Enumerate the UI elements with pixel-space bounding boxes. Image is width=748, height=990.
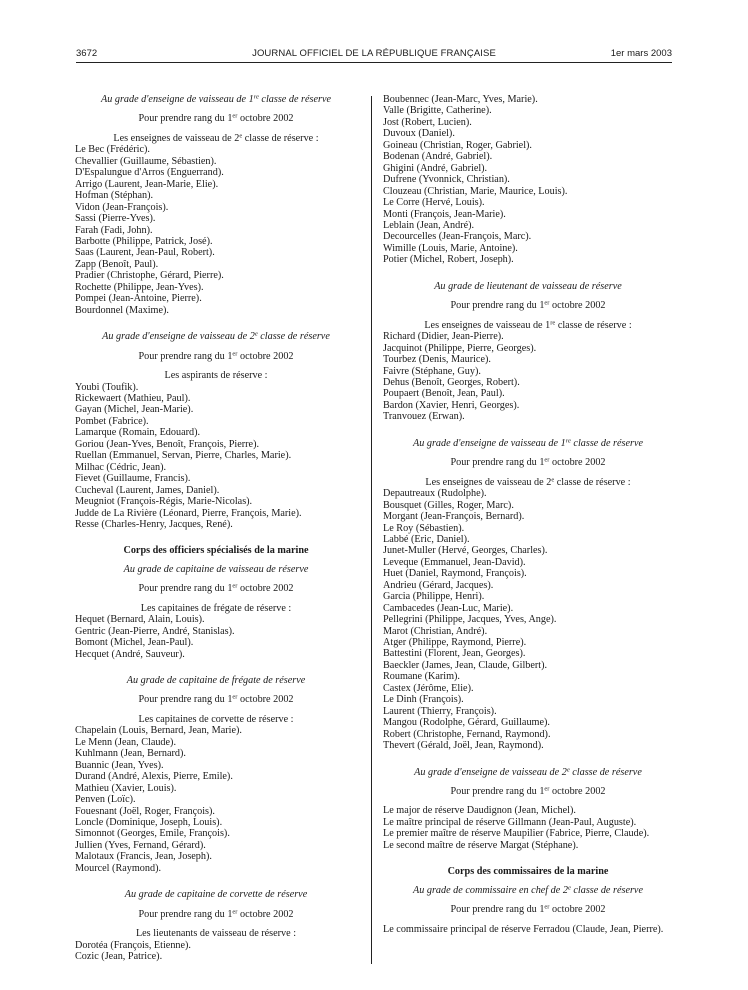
name-entry: Bodenan (André, Gabriel). [383,151,493,163]
name-entry: Le Corre (Hervé, Louis). [383,197,485,209]
name-entry: Arrigo (Laurent, Jean-Marie, Elie). [75,178,219,190]
name-entry: Leveque (Emmanuel, Jean-David). [383,556,526,568]
name-entry: Penven (Loïc). [75,794,136,806]
name-entry: Bomont (Michel, Jean-Paul). [75,637,194,649]
name-list [75,725,357,874]
name-list [383,331,673,423]
name-entry: Bousquet (Gilles, Roger, Marc). [383,499,514,511]
name-entry: Durand (André, Alexis, Pierre, Emile). [75,771,233,783]
name-entry: Bardon (Xavier, Henri, Georges). [383,399,520,411]
name-entry: Le premier maître de réserve Maupilier (Fabrice, Pierre, Claude). [383,828,650,840]
name-list [75,144,357,316]
name-entry: Labbé (Eric, Daniel). [383,533,470,545]
name-entry: Atger (Philippe, Raymond, Pierre). [383,637,527,649]
section-block [75,331,357,530]
name-entry: Pradier (Christophe, Gérard, Pierre). [75,270,224,282]
right-column [383,94,673,950]
journal-title: JOURNAL OFFICIEL DE LA RÉPUBLIQUE FRANÇAISE [252,48,496,59]
section-block [75,94,357,316]
grade-heading: Au grade d'enseigne de vaisseau de 1re classe de réserve [412,437,644,449]
list-intro: Les enseignes de vaisseau de 2e classe de réserve : [425,476,631,488]
name-entry: Leblain (Jean, André). [383,219,475,231]
name-entry: Le Roy (Sébastien). [383,522,465,534]
name-entry: Jost (Robert, Lucien). [383,116,472,128]
name-entry: Boubennec (Jean-Marc, Yves, Marie). [383,94,538,105]
name-entry: Clouzeau (Christian, Marie, Maurice, Louis). [383,185,568,197]
name-entry: Pellegrini (Philippe, Jacques, Yves, Ange). [383,614,557,626]
name-entry: Gayan (Michel, Jean-Marie). [75,404,194,416]
name-entry: Le commissaire principal de réserve Ferradou (Claude, Jean, Pierre). [383,923,664,935]
name-entry: Ruellan (Emmanuel, Servan, Pierre, Charles, Marie). [75,450,292,462]
name-entry: Sassi (Pierre-Yves). [75,213,156,225]
issue-date: 1er mars 2003 [610,48,672,59]
name-entry: Gentric (Jean-Pierre, André, Stanislas). [75,625,235,637]
name-entry: Dehus (Benoît, Georges, Robert). [383,376,520,388]
list-intro: Les enseignes de vaisseau de 2e classe de réserve : [113,132,319,144]
name-entry: Dorotéa (François, Etienne). [75,939,191,951]
grade-heading: Au grade d'enseigne de vaisseau de 2e classe de réserve [102,330,330,343]
name-entry: Judde de La Rivière (Léonard, Pierre, François, Marie). [75,507,302,519]
name-entry: Faivre (Stéphane, Guy). [383,365,481,377]
name-entry: Tourbez (Denis, Maurice). [383,354,491,366]
name-list [75,940,357,963]
section-block [75,889,357,962]
name-entry: Le Dinh (François). [383,694,464,706]
name-entry: Bourdonnel (Maxime). [75,304,169,316]
name-list [75,382,357,531]
section-block [383,866,673,935]
name-entry: Resse (Charles-Henry, Jacques, René). [75,518,233,530]
name-entry: Thevert (Gérald, Joël, Jean, Raymond). [383,740,544,752]
name-entry: Kuhlmann (Jean, Bernard). [75,748,186,760]
name-entry: D'Espalungue d'Arros (Enguerrand). [75,167,224,179]
name-entry: Robert (Christophe, Fernand, Raymond). [383,728,551,740]
grade-heading: Au grade de commissaire en chef de 2e classe de réserve [413,884,643,896]
column-divider [371,96,372,964]
name-entry: Marot (Christian, André). [383,625,488,637]
section-block [383,281,673,423]
name-entry: Goriou (Jean-Yves, Benoît, François, Pierre). [75,438,260,450]
list-intro: Les lieutenants de vaisseau de réserve : [135,928,297,940]
name-entry: Milhac (Cédric, Jean). [75,461,167,473]
name-entry: Pombet (Fabrice). [75,415,149,427]
grade-heading: Au grade de capitaine de vaisseau de réserve [123,563,309,575]
name-entry: Junet-Muller (Hervé, Georges, Charles). [383,545,548,557]
name-entry: Hequet (Bernard, Alain, Louis). [75,614,205,626]
name-entry: Andrieu (Gérard, Jacques). [383,579,494,591]
corps-heading: Corps des officiers spécialisés de la marine [123,545,309,557]
grade-heading: Au grade d'enseigne de vaisseau de 1re classe de réserve [100,93,332,105]
corps-heading: Corps des commissaires de la marine [447,866,609,878]
rank-date: Pour prendre rang du 1er octobre 2002 [138,350,294,362]
name-entry: Valle (Brigitte, Catherine). [383,105,492,117]
name-entry: Pompei (Jean-Antoine, Pierre). [75,293,202,305]
name-entry: Rochette (Philippe, Jean-Yves). [75,281,204,293]
name-entry: Saas (Laurent, Jean-Paul, Robert). [75,247,215,259]
rank-date: Pour prendre rang du 1er octobre 2002 [450,785,606,798]
section-block [383,438,673,752]
name-entry: Buannic (Jean, Yves). [75,759,164,771]
name-entry: Garcia (Philippe, Henri). [383,591,485,603]
name-entry: Farah (Fadi, John). [75,224,153,236]
rank-date: Pour prendre rang du 1er octobre 2002 [450,456,606,469]
name-entry: Cozic (Jean, Patrice). [75,951,163,963]
grade-heading: Au grade de capitaine de corvette de réserve [124,889,308,901]
name-entry: Loncle (Dominique, Joseph, Louis). [75,817,223,829]
name-entry: Le Bec (Frédéric). [75,144,150,156]
name-entry: Zapp (Benoît, Paul). [75,258,159,270]
name-entry: Morgant (Jean-François, Bernard). [383,511,525,523]
list-intro: Les enseignes de vaisseau de 1re classe de réserve : [424,319,632,331]
name-list [383,94,673,266]
name-entry: Ghigini (André, Gabriel). [383,162,488,174]
name-entry: Fievet (Guillaume, Francis). [75,473,191,485]
grade-heading: Au grade d'enseigne de vaisseau de 2e classe de réserve [414,766,642,778]
name-list [383,924,673,935]
name-entry: Simonnot (Georges, Emile, François). [75,828,230,840]
section-block [75,545,357,660]
name-entry: Meugniot (François-Régis, Marie-Nicolas). [75,496,253,508]
section-block [383,94,673,266]
name-entry: Tranvouez (Erwan). [383,411,465,423]
page-number: 3672 [76,48,98,59]
rank-date: Pour prendre rang du 1er octobre 2002 [450,299,606,312]
rank-date: Pour prendre rang du 1er octobre 2002 [138,908,294,920]
name-entry: Mangou (Rodolphe, Gérard, Guillaume). [383,717,550,729]
name-entry: Roumane (Karim). [383,671,460,683]
name-entry: Jullien (Yves, Fernand, Gérard). [75,839,206,851]
name-entry: Rickewaert (Mathieu, Paul). [75,392,191,404]
name-list [75,614,357,660]
rank-date: Pour prendre rang du 1er octobre 2002 [450,903,606,916]
name-entry: Youbi (Toufik). [75,381,139,393]
name-entry: Le second maître de réserve Margat (Stéphane). [383,839,579,851]
name-entry: Cucheval (Laurent, James, Daniel). [75,484,220,496]
name-entry: Potier (Michel, Robert, Joseph). [383,254,514,266]
name-entry: Barbotte (Philippe, Patrick, José). [75,235,213,247]
name-entry: Mathieu (Xavier, Louis). [75,782,177,794]
header-rule [76,62,672,63]
name-entry: Wimille (Louis, Marie, Antoine). [383,242,518,254]
name-entry: Malotaux (Francis, Jean, Joseph). [75,851,212,863]
name-entry: Jacquinot (Philippe, Pierre, Georges). [383,342,537,354]
section-block [75,675,357,874]
name-entry: Hecquet (André, Sauveur). [75,648,185,660]
name-entry: Laurent (Thierry, François). [383,705,497,717]
list-intro: Les capitaines de corvette de réserve : [138,713,294,725]
name-entry: Decourcelles (Jean-François, Marc). [383,231,532,243]
name-entry: Hofman (Stéphan). [75,190,154,202]
name-entry: Lamarque (Romain, Edouard). [75,427,201,439]
grade-heading: Au grade de lieutenant de vaisseau de réserve [434,280,622,292]
name-entry: Fouesnant (Joël, Roger, François). [75,805,215,817]
name-entry: Castex (Jérôme, Elie). [383,682,474,694]
section-block [383,767,673,852]
name-list [383,805,673,851]
rank-date: Pour prendre rang du 1er octobre 2002 [138,693,294,706]
name-entry: Huet (Daniel, Raymond, François). [383,568,527,580]
left-column [75,94,357,978]
list-intro: Les capitaines de frégate de réserve : [140,602,292,614]
name-entry: Chapelain (Louis, Bernard, Jean, Marie). [75,725,242,737]
page-header [76,46,672,62]
name-entry: Monti (François, Jean-Marie). [383,208,506,220]
name-entry: Poupaert (Benoît, Jean, Paul). [383,388,505,400]
name-entry: Cambacedes (Jean-Luc, Marie). [383,602,514,614]
name-entry: Vidon (Jean-François). [75,201,169,213]
name-entry: Duvoux (Daniel). [383,128,455,140]
name-entry: Dufrene (Yvonnick, Christian). [383,174,510,186]
grade-heading: Au grade de capitaine de frégate de réserve [126,675,306,687]
name-entry: Le Menn (Jean, Claude). [75,736,176,748]
name-list [383,488,673,751]
name-entry: Chevallier (Guillaume, Sébastien). [75,155,217,167]
name-entry: Baeckler (James, Jean, Claude, Gilbert). [383,659,548,671]
name-entry: Le major de réserve Daudignon (Jean, Michel). [383,805,576,817]
rank-date: Pour prendre rang du 1er octobre 2002 [138,582,294,595]
rank-date: Pour prendre rang du 1er octobre 2002 [138,112,294,125]
name-entry: Battestini (Florent, Jean, Georges). [383,648,526,660]
name-entry: Mourcel (Raymond). [75,862,162,874]
name-entry: Goineau (Christian, Roger, Gabriel). [383,139,532,151]
name-entry: Richard (Didier, Jean-Pierre). [383,331,504,343]
name-entry: Depautreaux (Rudolphe). [383,488,487,500]
name-entry: Le maître principal de réserve Gillmann (Jean-Paul, Auguste). [383,816,637,828]
list-intro: Les aspirants de réserve : [164,370,268,382]
